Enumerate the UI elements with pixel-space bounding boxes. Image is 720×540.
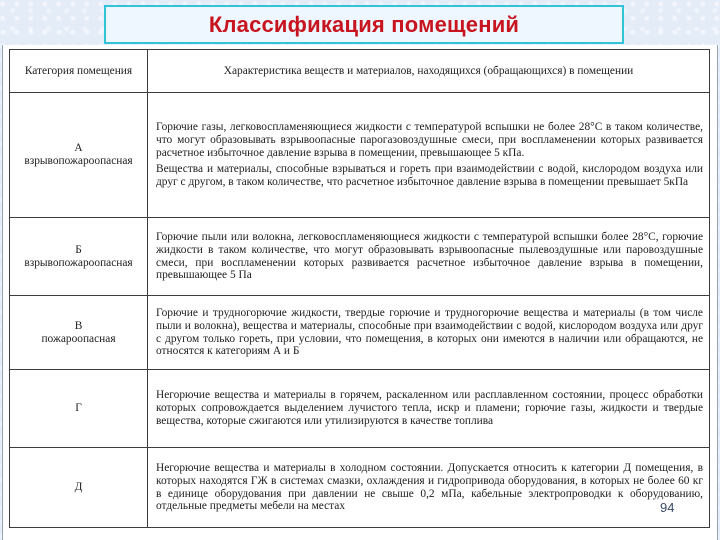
description-cell: [148, 448, 710, 528]
description-cell: [148, 370, 710, 448]
slide-title-box: [104, 5, 624, 44]
category-cell: [10, 218, 148, 296]
document-sheet: [2, 45, 718, 540]
slide-title: Классификация помещений: [208, 11, 520, 37]
category-name: взрывопожароопасная: [24, 155, 133, 167]
table-row: [10, 370, 710, 448]
description-text: Негорючие вещества и материалы в холодном состоянии. Допускается относить к категории Д помещения, в которых находятся ГЖ в системах смазки, охлаждения и гидропривода оборудования, в которых не более 60 кг в единице оборудования при давлении не свыше 0,2 мПа, кабельные электропроводки к оборудованию, отдельные предметы мебели на местах: [156, 461, 703, 513]
category-cell: [10, 93, 148, 218]
category-letter: А: [74, 142, 83, 155]
category-name: взрывопожароопасная: [24, 256, 133, 269]
category-cell: [10, 370, 148, 448]
category-cell: [10, 448, 148, 528]
description-cell: [148, 218, 710, 296]
page-number: 94: [660, 500, 675, 515]
description-text: Горючие пыли или волокна, легковоспламеняющиеся жидкости с температурой вспышки более 28°С, горючие жидкости в таком количестве, что могут образовывать взрывоопасные пылевоздушные или паровоздушные смеси, при воспламенении которых развивается расчетное избыточное давление взрыва в помещении, превышающее 5 Па: [156, 230, 703, 282]
header-category: Категория помещения: [10, 50, 148, 93]
table-row: [10, 448, 710, 528]
classification-table: [9, 49, 710, 528]
category-cell: [10, 296, 148, 370]
table-row: [10, 218, 710, 296]
description-text: Вещества и материалы, способные взрываться и гореть при взаимодействии с водой, кислородом воздуха или друг с другом, в таком количестве, что расчетное избыточное давление взрыва в помещении превышает 5кПа: [156, 163, 703, 189]
description-text: Горючие газы, легковоспламеняющиеся жидкости с температурой вспышки не более 28°С в таком количестве, что могут образовывать взрывоопасные парогазовоздушные смеси, при воспламенении которых развивается расчетное избыточное давление взрыва в помещении, превышающее 5 кПа.: [156, 121, 703, 159]
header-description: Характеристика веществ и материалов, находящихся (обращающихся) в помещении: [148, 50, 710, 93]
table-header-row: [10, 50, 710, 93]
category-letter: Б: [75, 243, 82, 256]
description-text: Горючие и трудногорючие жидкости, твердые горючие и трудногорючие вещества и материалы (в том числе пыли и волокна), вещества и материалы, способные при взаимодействии с водой, кислородом воздуха или друг с другом только гореть, при условии, что помещения, в которых они имеются в наличии или обращаются, не относятся к категориям А и Б: [156, 306, 703, 358]
category-letter: Г: [75, 402, 82, 415]
category-letter: Д: [74, 481, 83, 494]
description-cell: [148, 296, 710, 370]
category-letter: В: [74, 319, 83, 332]
description-text: Негорючие вещества и материалы в горячем, раскаленном или расплавленном состоянии, процесс обработки которых сопровождается выделением лучистого тепла, искр и пламени; горючие газы, жидкости и твердые вещества, которые сжигаются или утилизируются в качестве топлива: [156, 389, 703, 427]
table-row: [10, 296, 710, 370]
table-row: [10, 93, 710, 218]
description-cell: [148, 93, 710, 218]
category-name: пожароопасная: [41, 332, 116, 345]
